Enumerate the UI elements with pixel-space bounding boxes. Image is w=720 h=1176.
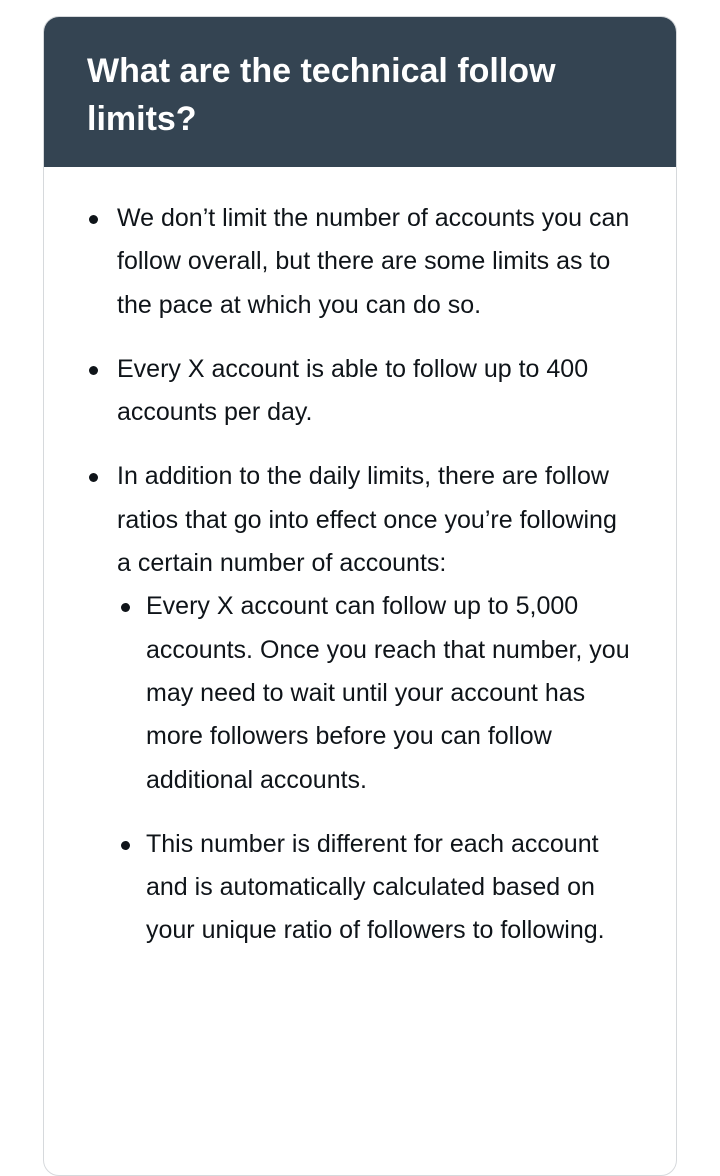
faq-card-header (44, 17, 676, 167)
sub-list-item-text: Every X account can follow up to 5,000 accounts. Once you reach that number, you may need to wait until your account has more followers before you can follow additional accounts. (146, 592, 630, 794)
sub-list-item-text: This number is different for each account and is automatically calculated based on your unique ratio of followers to following. (146, 829, 605, 945)
faq-card (43, 16, 677, 1176)
list-item-text: In addition to the daily limits, there are follow ratios that go into effect once you’re following a certain number of accounts: (117, 462, 617, 578)
list-item (84, 348, 636, 435)
list-item-text: Every X account is able to follow up to 400 accounts per day. (117, 354, 589, 427)
faq-card-body (44, 167, 676, 953)
sub-list-item (117, 585, 636, 801)
faq-title: What are the technical follow limits? (87, 52, 556, 138)
faq-sub-list (117, 585, 636, 952)
list-item (84, 197, 636, 327)
list-item-text: We don’t limit the number of accounts you can follow overall, but there are some limits as to the pace at which you can do so. (117, 204, 630, 319)
faq-list (84, 197, 636, 953)
list-item (84, 455, 636, 952)
sub-list-item (117, 823, 636, 953)
